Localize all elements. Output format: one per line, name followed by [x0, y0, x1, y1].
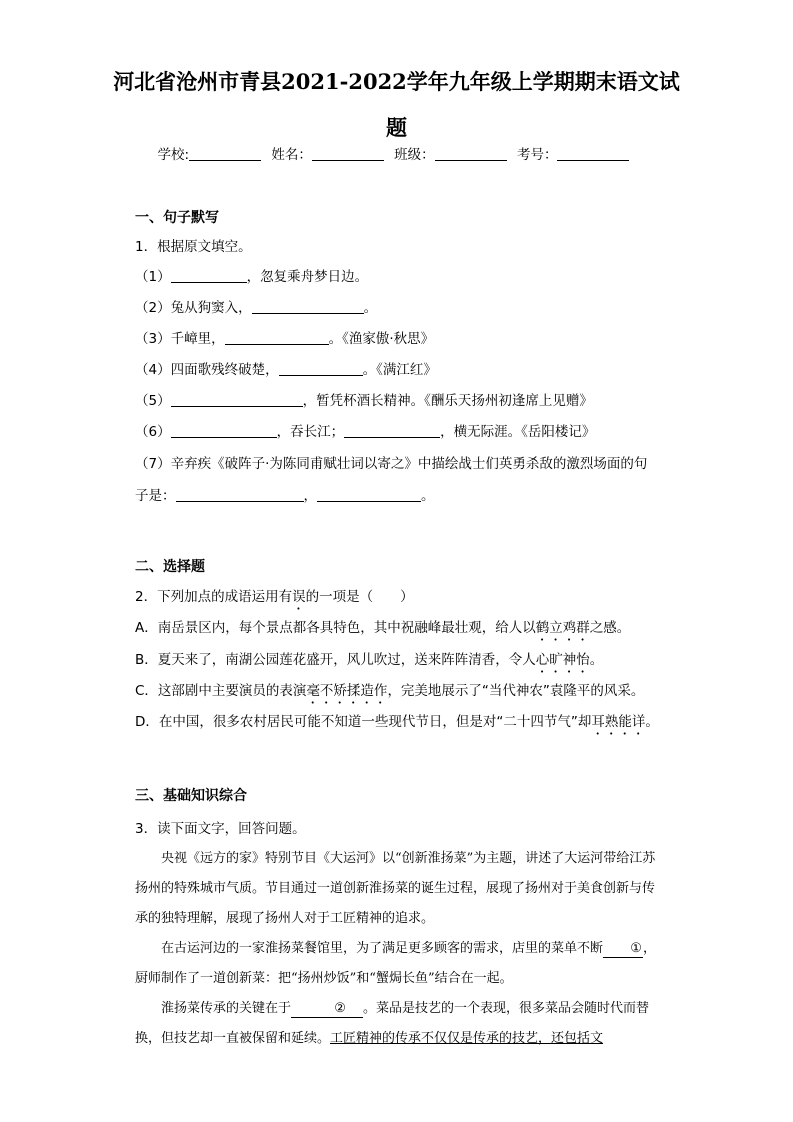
name-label: 姓名：	[271, 147, 312, 163]
blank-1[interactable]: ①	[603, 941, 643, 958]
fill-blank[interactable]	[171, 392, 303, 407]
section3-heading: 三、基础知识综合	[135, 788, 247, 804]
fill-blank[interactable]	[176, 487, 304, 502]
exam-no-blank[interactable]	[557, 146, 629, 161]
option-c[interactable]: C．这部剧中主要演员的表演毫不矫揉造作，完美地展示了“当代神农”袁隆平的风采。	[135, 683, 645, 699]
option-d[interactable]: D．在中国，很多农村居民可能不知道一些现代节日，但是对“二十四节气”却耳熟能详。	[135, 714, 659, 730]
fill-blank[interactable]	[279, 361, 363, 376]
school-label: 学校:	[157, 147, 190, 163]
passage-paragraph-3: 淮扬菜传承的关键在于 ② 。菜品是技艺的一个表现，很多菜品会随时代而替换，但技艺却一直被保留和延续。工匠精神的传承不仅仅是传承的技艺，还包括文	[135, 1001, 650, 1046]
fill-blank[interactable]	[344, 423, 440, 438]
passage-paragraph-1: 央视《远方的家》特别节目《大运河》以“创新淮扬菜”为主题，讲述了大运河带给江苏扬州的特殊城市气质。节目通过一道创新淮扬菜的诞生过程，展现了扬州对于美食创新与传承的独特理解，展现了扬州人对于工匠精神的追求。	[135, 851, 656, 926]
q1-item-4: （4）四面歌残终破楚， 。《满江红》	[135, 362, 437, 378]
exam-no-label: 考号：	[516, 147, 558, 163]
q1-item-6: （6） ，吞长江； ，横无际涯。《岳阳楼记》	[135, 424, 596, 440]
exam-title-line2: 题	[386, 115, 407, 140]
passage-paragraph-2: 在古运河边的一家淮扬菜餐馆里，为了满足更多顾客的需求，店里的菜单不断 ①，厨师制作了一道创新菜：把“扬州炒饭”和“蟹焗长鱼”结合在一起。	[135, 941, 657, 986]
fill-blank[interactable]	[317, 487, 421, 502]
q1-item-3: （3）千嶂里， 。《渔家傲·秋思》	[135, 331, 435, 347]
class-blank[interactable]	[435, 146, 507, 161]
q1-item-5: （5） ，暂凭杯酒长精神。《酬乐天扬州初逢席上见赠》	[135, 393, 593, 409]
question-1: 1．根据原文填空。	[135, 239, 252, 255]
section2-heading: 二、选择题	[135, 559, 205, 575]
reading-passage	[135, 844, 661, 1054]
fill-blank[interactable]	[252, 299, 364, 314]
q1-item-2: （2）兔从狗窦入， 。	[135, 300, 378, 316]
exam-title-line1: 河北省沧州市青县2021-2022学年九年级上学期期末语文试	[113, 69, 680, 94]
question-3: 3．读下面文字，回答问题。	[135, 821, 306, 837]
fill-blank[interactable]	[171, 268, 247, 283]
option-b[interactable]: B．夏天来了，南湖公园莲花盛开，风儿吹过，送来阵阵清香，令人心旷神怡。	[135, 652, 604, 668]
fill-blank[interactable]	[225, 330, 329, 345]
blank-2[interactable]: ②	[291, 1001, 363, 1018]
name-blank[interactable]	[312, 146, 384, 161]
q1-item-1: （1） ，忽复乘舟梦日边。	[135, 269, 369, 285]
fill-blank[interactable]	[171, 423, 277, 438]
school-blank[interactable]	[189, 146, 261, 161]
student-info-row	[0, 143, 793, 163]
underlined-sentence: 工匠精神的传承不仅仅是传承的技艺，还包括文	[330, 1031, 604, 1046]
question-2: 2．下列加点的成语运用有误的一项是（ ）	[135, 589, 414, 605]
section1-heading: 一、句子默写	[135, 210, 219, 226]
class-label: 班级：	[394, 147, 435, 163]
q1-item-7: （7）辛弃疾《破阵子·为陈同甫赋壮词以寄之》中描绘战士们英勇杀敌的激烈场面的句	[135, 456, 648, 472]
option-a[interactable]: A．南岳景区内，每个景点都各具特色，其中祝融峰最壮观，给人以鹤立鸡群之感。	[135, 620, 631, 636]
q1-item-7-cont: 子是： ， 。	[135, 488, 435, 504]
